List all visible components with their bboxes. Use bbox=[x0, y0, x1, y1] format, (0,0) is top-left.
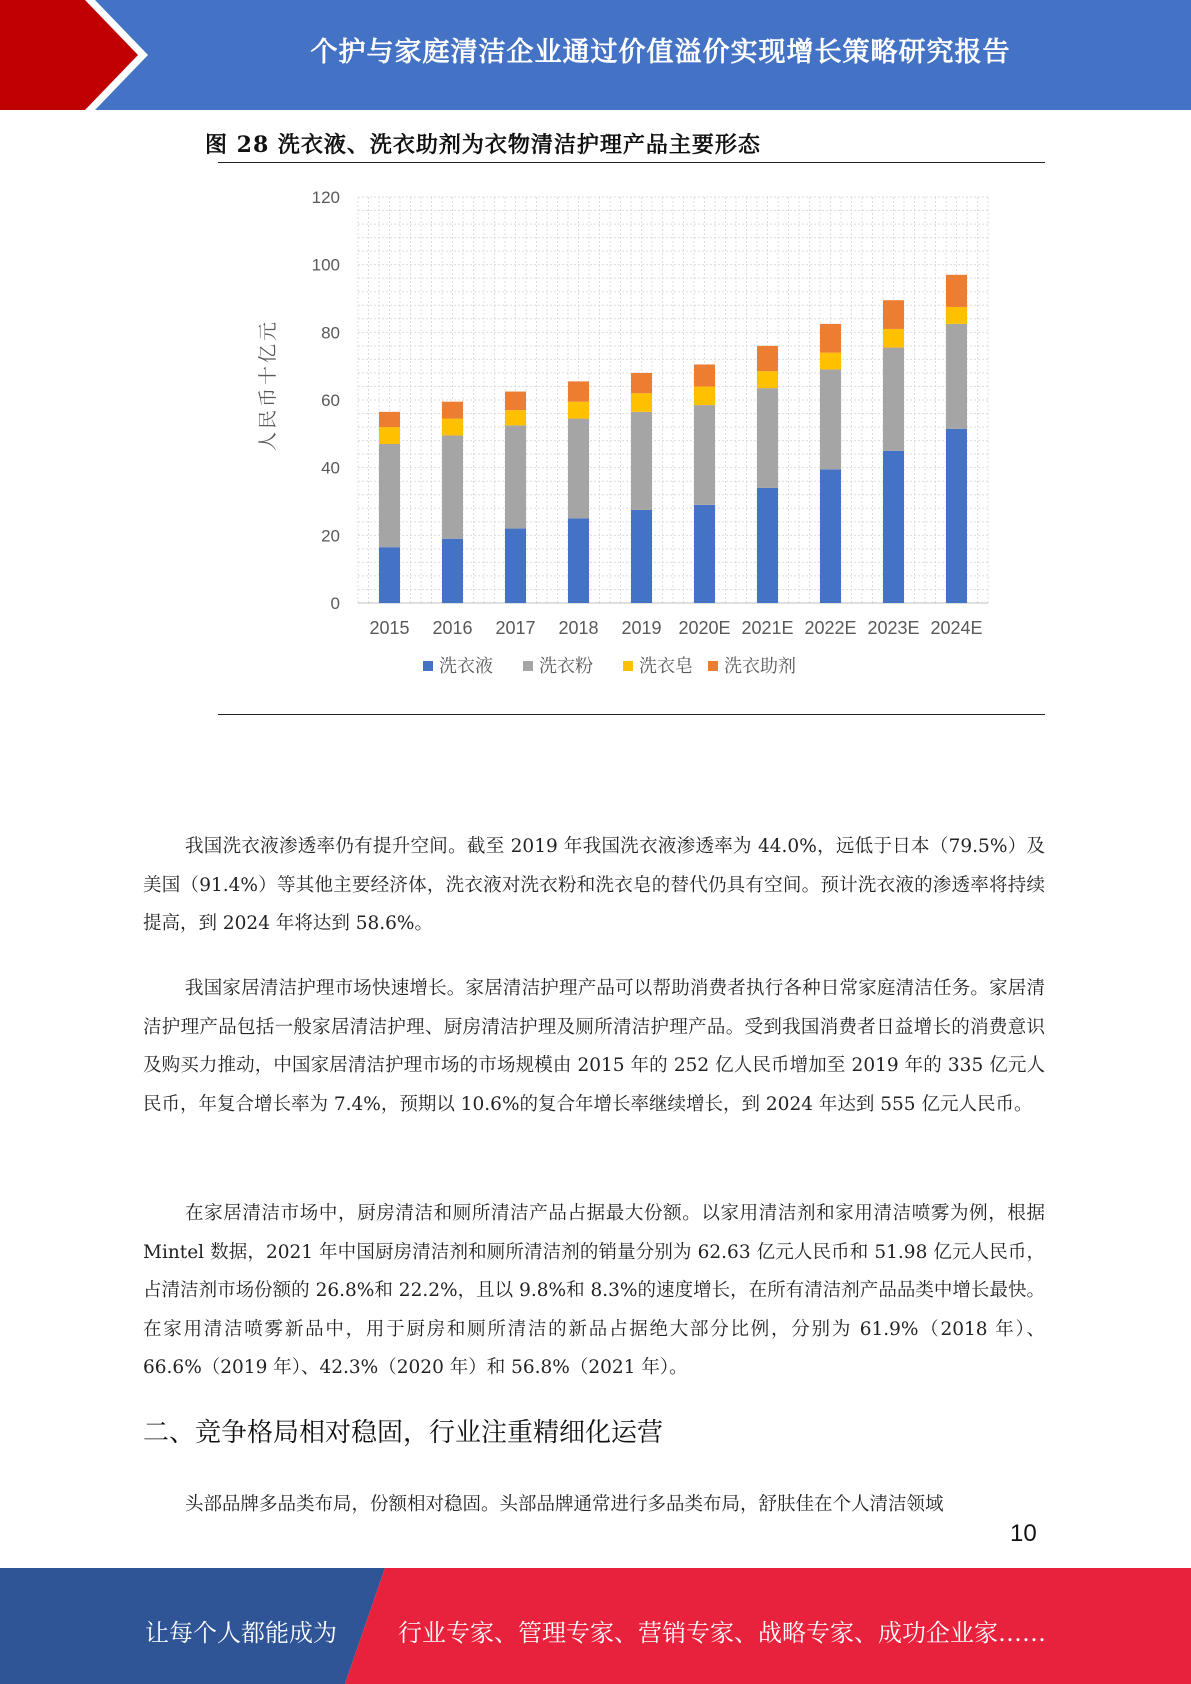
bar-segment bbox=[946, 275, 967, 307]
bar-segment bbox=[442, 419, 463, 436]
bar-segment bbox=[631, 373, 652, 393]
bar-segment bbox=[883, 451, 904, 603]
footer-slogan-right: 行业专家、管理专家、营销专家、战略专家、成功企业家…… bbox=[398, 1619, 1046, 1647]
bar-segment bbox=[820, 370, 841, 470]
legend-swatch bbox=[623, 661, 633, 671]
y-tick-label: 40 bbox=[321, 458, 340, 478]
x-tick-label: 2019 bbox=[621, 618, 662, 638]
bar-segment bbox=[568, 381, 589, 401]
bar-segment bbox=[757, 371, 778, 388]
bar-segment bbox=[757, 346, 778, 371]
bar-segment bbox=[442, 539, 463, 603]
legend-label: 洗衣助剂 bbox=[724, 656, 796, 677]
y-tick-label: 100 bbox=[311, 255, 340, 275]
legend-label: 洗衣液 bbox=[439, 656, 493, 677]
bar-segment bbox=[442, 402, 463, 419]
legend-swatch bbox=[423, 661, 433, 671]
bar-segment bbox=[694, 386, 715, 405]
figure-top-rule bbox=[218, 162, 1045, 163]
bar-segment bbox=[379, 547, 400, 603]
y-tick-label: 60 bbox=[321, 391, 340, 410]
legend-swatch bbox=[523, 661, 533, 671]
x-tick-label: 2023E bbox=[867, 618, 920, 638]
bar-segment bbox=[505, 410, 526, 425]
figure-title: 图 28 洗衣液、洗衣助剂为衣物清洁护理产品主要形态 bbox=[205, 132, 761, 158]
x-tick-label: 2018 bbox=[558, 618, 599, 638]
bar-segment bbox=[631, 510, 652, 603]
paragraph-3: 在家居清洁市场中，厨房清洁和厕所清洁产品占据最大份额。以家用清洁剂和家用清洁喷雾为例，根据 Mintel 数据，2021 年中国厨房清洁剂和厕所清洁剂的销量分别为 62.63 亿元人民币和 51.98 亿元人民币，占清洁剂市场份额的 26.8%和 22.2%，且以 9.8%和 8.3%的速度增长，在所有清洁剂产品品类中增长最快。在家用清洁喷雾新品中，用于厨房和厕所清洁的新品占据绝大部分比例，分别为 61.9%（2018 年）、66.6%（2019 年）、42.3%（2020 年）和 56.8%（2021 年）。 bbox=[143, 1203, 1045, 1378]
bar-segment bbox=[505, 392, 526, 411]
bar-segment bbox=[568, 419, 589, 519]
bar-segment bbox=[694, 405, 715, 505]
header-arrow-decoration bbox=[0, 0, 160, 110]
footer-slogan-left: 让每个人都能成为 bbox=[145, 1619, 337, 1647]
bar-segment bbox=[820, 324, 841, 353]
x-tick-label: 2016 bbox=[432, 618, 473, 638]
section-heading: 二、竞争格局相对稳固，行业注重精细化运营 bbox=[143, 1418, 664, 1448]
legend-swatch bbox=[708, 661, 718, 671]
stacked-bar-chart bbox=[218, 170, 1045, 710]
x-tick-label: 2021E bbox=[741, 618, 794, 638]
bar-segment bbox=[946, 324, 967, 429]
figure-bottom-rule bbox=[218, 714, 1045, 715]
y-tick-label: 80 bbox=[321, 323, 340, 343]
bar-segment bbox=[631, 412, 652, 510]
bar-segment bbox=[820, 353, 841, 370]
bar-segment bbox=[379, 412, 400, 427]
report-title: 个护与家庭清洁企业通过价值溢价实现增长策略研究报告 bbox=[310, 37, 1011, 68]
bar-segment bbox=[379, 444, 400, 547]
bar-segment bbox=[757, 388, 778, 488]
x-tick-label: 2020E bbox=[678, 618, 731, 638]
paragraph-2: 我国家居清洁护理市场快速增长。家居清洁护理产品可以帮助消费者执行各种日常家庭清洁任务。家居清洁护理产品包括一般家居清洁护理、厨房清洁护理及厕所清洁护理产品。受到我国消费者日益增长的消费意识及购买力推动，中国家居清洁护理市场的市场规模由 2015 年的 252 亿人民币增加至 2019 年的 335 亿元人民币，年复合增长率为 7.4%，预期以 10.6%的复合年增长率继续增长，到 2024 年达到 555 亿元人民币。 bbox=[143, 978, 1045, 1115]
bar-segment bbox=[505, 529, 526, 603]
bar-segment bbox=[946, 429, 967, 603]
bar-segment bbox=[820, 469, 841, 603]
legend-label: 洗衣皂 bbox=[639, 656, 693, 677]
y-tick-label: 120 bbox=[311, 188, 340, 207]
bar-segment bbox=[442, 436, 463, 539]
page-number: 10 bbox=[1010, 1520, 1037, 1547]
bar-segment bbox=[631, 393, 652, 412]
bar-segment bbox=[883, 348, 904, 451]
x-tick-label: 2017 bbox=[495, 618, 536, 638]
y-tick-label: 20 bbox=[321, 526, 340, 546]
bar-segment bbox=[379, 427, 400, 444]
bar-segment bbox=[757, 488, 778, 603]
bar-segment bbox=[883, 329, 904, 348]
page-header bbox=[0, 0, 1191, 110]
bar-segment bbox=[505, 425, 526, 528]
bar-segment bbox=[883, 300, 904, 329]
paragraph-1: 我国洗衣液渗透率仍有提升空间。截至 2019 年我国洗衣液渗透率为 44.0%，远低于日本（79.5%）及美国（91.4%）等其他主要经济体，洗衣液对洗衣粉和洗衣皂的替代仍具有空间。预计洗衣液的渗透率将持续提高，到 2024 年将达到 58.6%。 bbox=[143, 836, 1045, 934]
y-tick-label: 0 bbox=[330, 594, 340, 613]
x-tick-label: 2015 bbox=[369, 618, 410, 638]
x-tick-label: 2024E bbox=[930, 618, 983, 638]
y-axis-label: 人民币十亿元 bbox=[257, 318, 279, 452]
bar-segment bbox=[694, 505, 715, 603]
x-tick-label: 2022E bbox=[804, 618, 857, 638]
bar-segment bbox=[946, 307, 967, 324]
bar-segment bbox=[694, 364, 715, 386]
paragraph-4: 头部品牌多品类布局，份额相对稳固。头部品牌通常进行多品类布局，舒肤佳在个人清洁领域 bbox=[185, 1494, 944, 1515]
legend-label: 洗衣粉 bbox=[539, 656, 593, 677]
bar-segment bbox=[568, 402, 589, 419]
bar-segment bbox=[568, 518, 589, 603]
